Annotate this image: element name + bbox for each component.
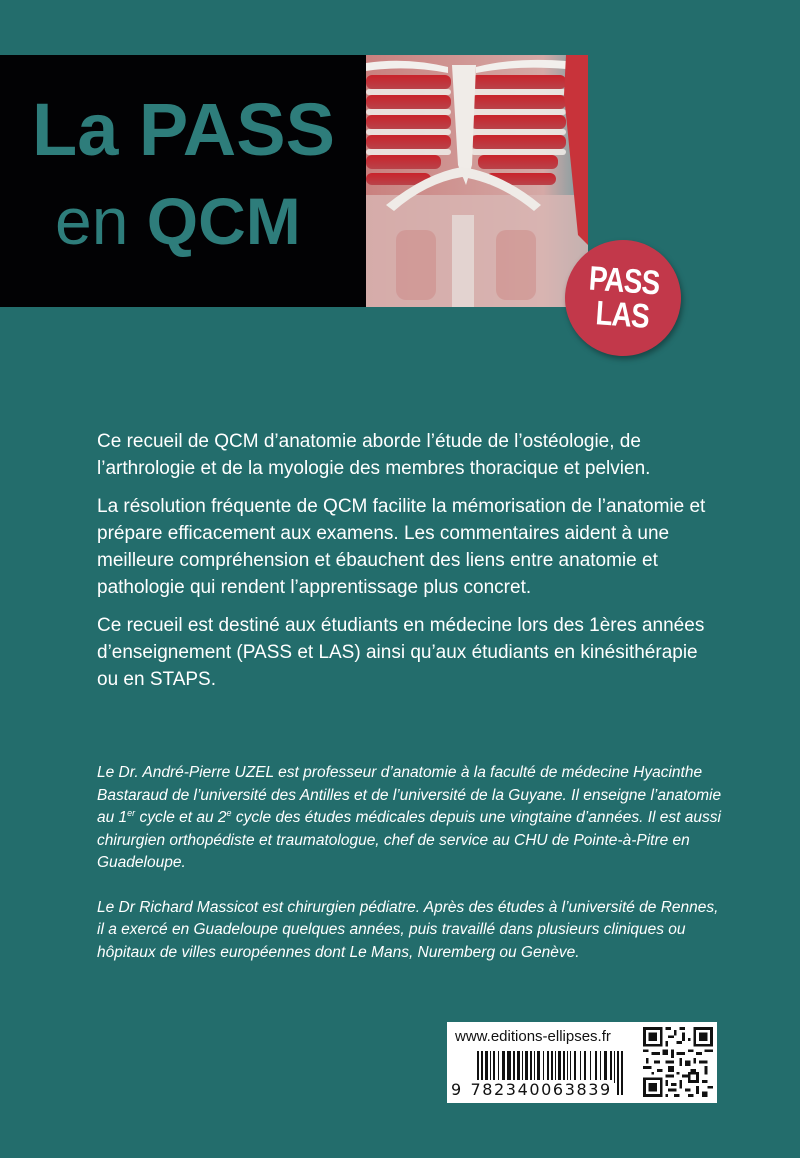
bio-superscript: e [226, 807, 232, 818]
book-title-line2 [55, 184, 301, 258]
bio-superscript: er [127, 807, 136, 818]
book-title-en: en [55, 184, 129, 258]
description-paragraph: Ce recueil est destiné aux étudiants en médecine lors des 1ères années d’enseignement (PASS et LAS) ainsi qu’aux étudiants en kinésithérapie ou en STAPS. [97, 615, 705, 690]
description-paragraph: La résolution fréquente de QCM facilite la mémorisation de l’anatomie et prépare efficacement aux examens. Les commentaires aident à une meilleure compréhension et ébauchent des liens entre anatomie et pathologie qui rendent l’apprentissage plus concret. [97, 496, 706, 598]
description-paragraph: Ce recueil de QCM d’anatomie aborde l’étude de l’ostéologie, de l’arthrologie et de la myologie des membres thoracique et pelvien. [97, 431, 651, 479]
author-bio-massicot: Le Dr Richard Massicot est chirurgien pédiatre. Après des études à l’université de Rennes, il a exercé en Guadeloupe quelques années, puis travaillé dans plusieurs cliniques ou hôpitaux de villes européennes dont Le Mans, Nuremberg ou Genève. [97, 898, 719, 961]
bio-text: cycle des études médicales depuis une vingtaine d’années. Il est aussi chirurgien orthopédiste et traumatologue, chef de service au CHU de Pointe-à-Pitre en Guadeloupe. [97, 809, 721, 871]
isbn-remaining-digits: 782340063839 [470, 1080, 612, 1099]
author-bios [97, 762, 727, 986]
bio-text: cycle et au 2 [135, 809, 227, 826]
anatomy-illustration [366, 55, 588, 307]
qr-code-icon[interactable] [643, 1027, 713, 1097]
author-bio-uzel [97, 762, 727, 875]
isbn-barcode-box [447, 1022, 717, 1103]
thorax-muscles-image [366, 55, 588, 307]
title-panel [0, 55, 366, 307]
book-description [97, 428, 717, 704]
book-title-qcm: QCM [146, 184, 301, 258]
isbn-first-digit: 9 [451, 1080, 463, 1099]
bio-text: Le Dr. André-Pierre UZEL est professeur d’anatomie à la faculté de médecine Hyacinthe Bastaraud de l’université des Antilles et de l’université de la Guyane. Il enseigne l’anatomie au 1 [97, 764, 722, 826]
isbn-number [451, 1080, 613, 1099]
badge-line2: LAS [593, 294, 650, 336]
badge-line1: PASS [587, 259, 661, 303]
book-title-line1: La PASS [32, 88, 335, 171]
publisher-website[interactable]: www.editions-ellipses.fr [455, 1028, 611, 1045]
